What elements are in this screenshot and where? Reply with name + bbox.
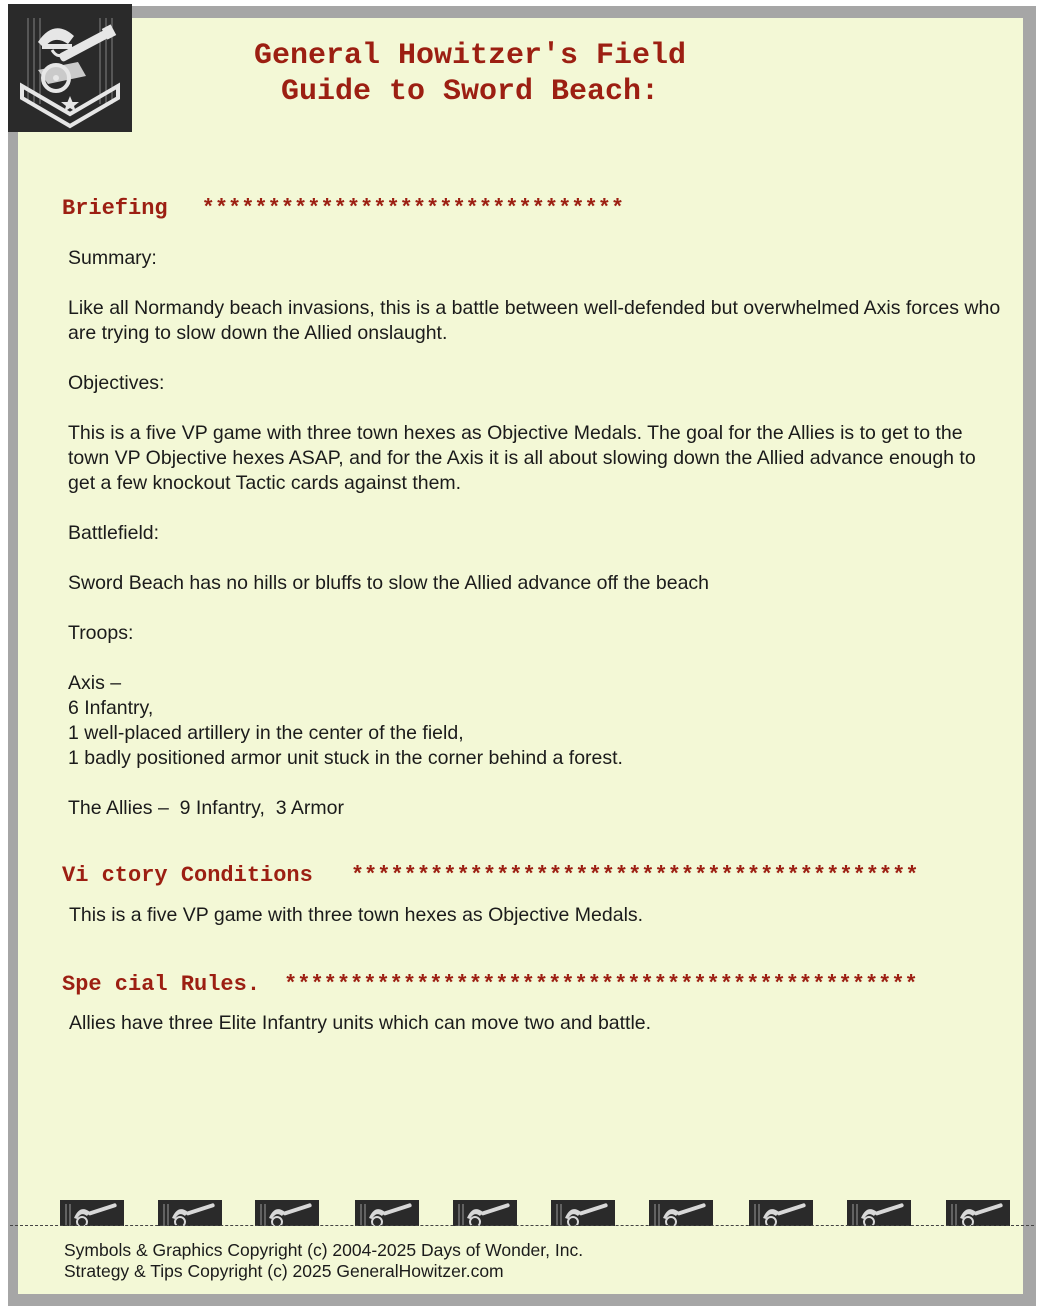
battlefield-label: Battlefield: [68, 522, 160, 544]
copyright-line: Symbols & Graphics Copyright (c) 2004-2025 Days of Wonder, Inc. [64, 1240, 584, 1260]
troops-label: Troops: [68, 622, 134, 644]
axis-line: 1 badly positioned armor unit stuck in the corner behind a forest. [68, 747, 623, 769]
mini-howitzer-icon [158, 1200, 222, 1226]
axis-line: 1 well-placed artillery in the center of the field, [68, 722, 464, 744]
victory-heading-label: Vi ctory Conditions [62, 863, 313, 888]
footer-icon-strip [58, 1200, 1018, 1228]
copyright-line: Strategy & Tips Copyright (c) 2025 GeneralHowitzer.com [64, 1261, 504, 1281]
page-title [150, 38, 790, 110]
axis-line: Axis – [68, 672, 122, 694]
mini-howitzer-icon [60, 1200, 124, 1226]
briefing-heading-label: Briefing [62, 196, 168, 221]
special-rules-heading-label: Spe cial Rules. [62, 972, 261, 997]
mini-howitzer-icon [551, 1200, 615, 1226]
mini-howitzer-icon [749, 1200, 813, 1226]
briefing-body [68, 246, 1008, 846]
title-line: General Howitzer's Field [253, 39, 687, 73]
howitzer-badge-icon [8, 4, 132, 132]
mini-howitzer-icon [847, 1200, 911, 1226]
battlefield-text: Sword Beach has no hills or bluffs to slow the Allied advance off the beach [68, 572, 710, 594]
briefing-stars: ******************************** [201, 196, 625, 221]
mini-howitzer-icon [649, 1200, 713, 1226]
axis-line: 6 Infantry, [68, 697, 154, 719]
summary-label: Summary: [68, 247, 157, 269]
objectives-label: Objectives: [68, 372, 165, 394]
victory-stars: ******************************************* [350, 863, 919, 888]
footer-divider [10, 1225, 1034, 1226]
victory-heading [62, 863, 919, 888]
allies-troops: The Allies – 9 Infantry, 3 Armor [68, 797, 345, 819]
mini-howitzer-icon [355, 1200, 419, 1226]
mini-howitzer-icon [453, 1200, 517, 1226]
special-rules-text: Allies have three Elite Infantry units which can move two and battle. [69, 1012, 652, 1034]
axis-troops [68, 671, 1008, 771]
briefing-heading [62, 196, 624, 221]
objectives-text: This is a five VP game with three town hexes as Objective Medals. The goal for the Allies is to get to the town VP Objective hexes ASAP, and for the Axis it is all about slowing down the Allied advance enough to get a few knockout Tactic cards against them. [68, 422, 976, 494]
summary-text: Like all Normandy beach invasions, this is a battle between well-defended but overwhelmed Axis forces who are trying to slow down the Allied onslaught. [68, 297, 1001, 344]
mini-howitzer-icon [255, 1200, 319, 1226]
victory-text: This is a five VP game with three town hexes as Objective Medals. [69, 904, 644, 926]
mini-howitzer-icon [946, 1200, 1010, 1226]
title-line: Guide to Sword Beach: [280, 75, 660, 109]
special-rules-stars: ************************************************ [284, 972, 918, 997]
copyright [64, 1240, 583, 1282]
special-rules-heading [62, 972, 918, 997]
